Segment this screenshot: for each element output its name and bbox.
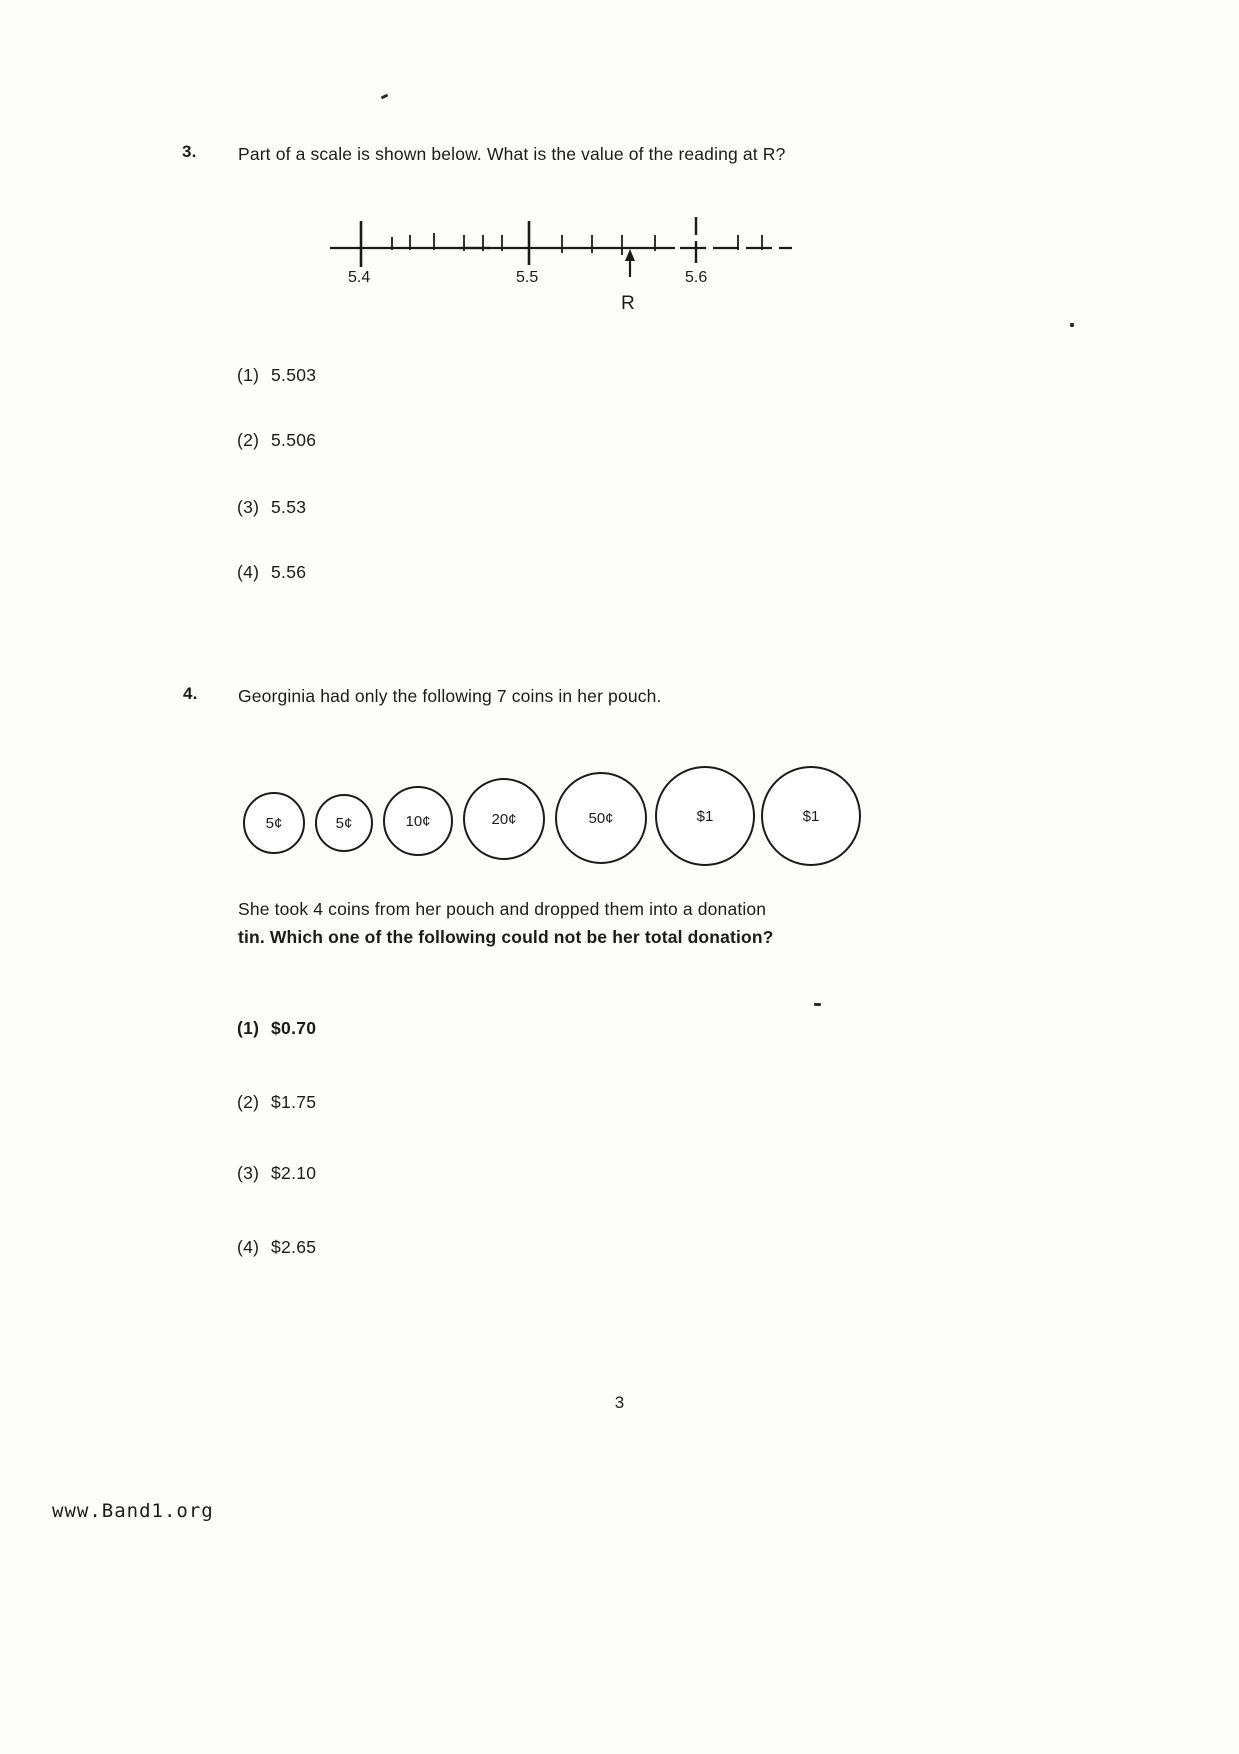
question-4-text: Georginia had only the following 7 coins in her pouch. — [238, 686, 662, 706]
option-value: 5.503 — [271, 365, 317, 385]
coin-7: $1 — [761, 766, 861, 866]
question-4-followup-line-1: She took 4 coins from her pouch and dropped them into a donation — [238, 899, 767, 919]
question-4-option-2[interactable] — [237, 1092, 316, 1113]
option-value: $0.70 — [271, 1018, 317, 1038]
option-label: (4) — [237, 562, 260, 582]
option-label: (1) — [237, 365, 260, 385]
option-label: (4) — [237, 1237, 260, 1257]
question-3-option-4[interactable] — [237, 562, 306, 583]
option-value: $2.10 — [271, 1163, 317, 1183]
scale-tick-label-1: 5.4 — [348, 269, 371, 286]
scan-speck — [1070, 323, 1074, 327]
scan-speck — [814, 1003, 821, 1006]
question-3-text: Part of a scale is shown below. What is the value of the reading at R? — [238, 144, 786, 164]
question-3-number: 3. — [182, 142, 197, 161]
scale-tick-label-2: 5.5 — [516, 269, 539, 286]
option-label: (2) — [237, 430, 260, 450]
scale-marker-label-r: R — [621, 293, 635, 314]
coin-4: 20¢ — [463, 778, 545, 860]
option-value: 5.53 — [271, 497, 307, 517]
coin-1: 5¢ — [243, 792, 305, 854]
question-4-coins-figure — [243, 762, 863, 872]
question-4-option-4[interactable] — [237, 1237, 316, 1258]
coin-6: $1 — [655, 766, 755, 866]
question-3-option-3[interactable] — [237, 497, 306, 518]
coin-3: 10¢ — [383, 786, 453, 856]
option-value: 5.56 — [271, 562, 307, 582]
question-4-followup-line-2: tin. Which one of the following could not be her total donation? — [238, 927, 774, 947]
option-label: (3) — [237, 497, 260, 517]
option-label: (3) — [237, 1163, 260, 1183]
scale-tick-label-3: 5.6 — [685, 269, 708, 286]
question-3-option-2[interactable] — [237, 430, 316, 451]
watermark: www.Band1.org — [52, 1500, 214, 1522]
option-label: (2) — [237, 1092, 260, 1112]
page-number: 3 — [614, 1393, 625, 1412]
option-label: (1) — [237, 1018, 260, 1038]
question-4-option-3[interactable] — [237, 1163, 316, 1184]
question-3-scale-figure — [330, 205, 850, 330]
option-value: 5.506 — [271, 430, 317, 450]
question-4-number: 4. — [183, 684, 198, 703]
question-3-option-1[interactable] — [237, 365, 316, 386]
number-line-svg — [330, 205, 850, 295]
option-value: $1.75 — [271, 1092, 317, 1112]
option-value: $2.65 — [271, 1237, 317, 1257]
coin-5: 50¢ — [555, 772, 647, 864]
coin-2: 5¢ — [315, 794, 373, 852]
scan-speck — [381, 94, 389, 100]
question-4-option-1[interactable] — [237, 1018, 316, 1039]
